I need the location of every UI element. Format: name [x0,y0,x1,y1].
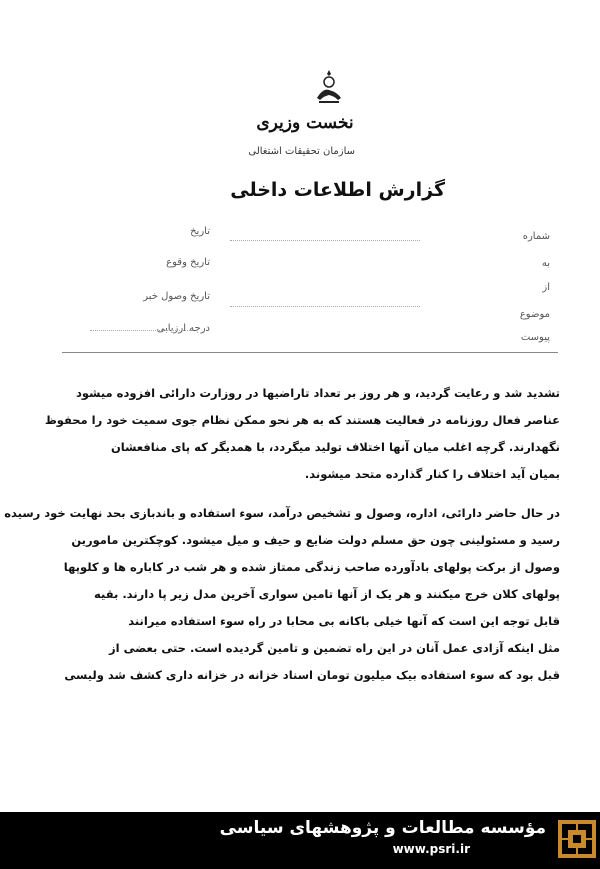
report-title: گزارش اطلاعات داخلی [230,179,445,201]
body-line: بمیان آید اختلاف را کنار گذارده متحد میشوند. [304,467,560,481]
field-to-label: به [541,258,550,269]
body-line: قبل بود که سوء استفاده بیک میلیون تومان اسناد خزانه در خزانه داری کشف شد ولیسی [64,668,560,682]
body-line: عناصر فعال روزنامه در فعالیت هستند که به هر نحو ممکن نظام جوی سمیت خود را محفوظ [44,413,560,427]
institute-logo-icon [558,820,596,858]
form-line [230,240,420,242]
field-number-label: شماره [522,231,550,242]
form-line [230,306,420,308]
body-line: رسید و مسئولینی چون حق مسلم دولت ضایع و حیف و میل میشود. کوچکترین مامورین [71,533,560,547]
body-line: نگهدارند. گرچه اغلب میان آنها اختلاف تولید میگردد، با همدیگر که پای منافعشان [110,440,560,454]
header-divider [62,352,558,353]
body-line: مثل اینکه آزادی عمل آنان در این راه تضمین و تامین گردیده است. حتی بعضی از [109,641,560,655]
institute-url[interactable]: www.psri.ir [392,842,470,856]
ministry-name: نخست وزیری [256,113,354,133]
body-line: پولهای کلان خرج میکنند و هر یک از آنها تامین سواری آخرین مدل زیر پا دارند. بقیه [94,587,560,601]
form-line [90,330,190,332]
field-evaluation-label: درجه ارزیابی [156,323,210,334]
body-line: قابل توجه این است که آنها خیلی باکانه بی محابا در راه سوء استفاده میرانند [128,614,560,628]
lion-and-sun-emblem-icon [311,68,347,106]
field-event-date-label: تاریخ وقوع [166,257,210,268]
body-line: وصول از برکت پولهای بادآورده صاحب زندگی ممتاز شده و هر شب در کاباره ها و کلوپها [63,560,560,574]
body-line: تشدید شد و رعایت گردید، و هر روز بر تعداد تاراضیها در روزارت دارائی افزوده میشود [76,386,560,400]
office-name: سازمان تحقیقات اشتغالی [248,146,355,157]
institute-name: مؤسسه مطالعات و پژوهشهای سیاسی [219,818,546,838]
field-receipt-date-label: تاریخ وصول خبر [143,291,210,302]
field-attachment-label: پیوست [520,332,550,343]
report-body [4,380,560,689]
field-from-label: از [542,282,550,293]
field-date-label: تاریخ [190,226,210,237]
field-subject-label: موضوع [519,309,550,320]
body-line: در حال حاضر دارائی، اداره، وصول و تشخیص درآمد، سوء استفاده و باندبازی بحد نهایت خود رسیده [4,506,560,520]
